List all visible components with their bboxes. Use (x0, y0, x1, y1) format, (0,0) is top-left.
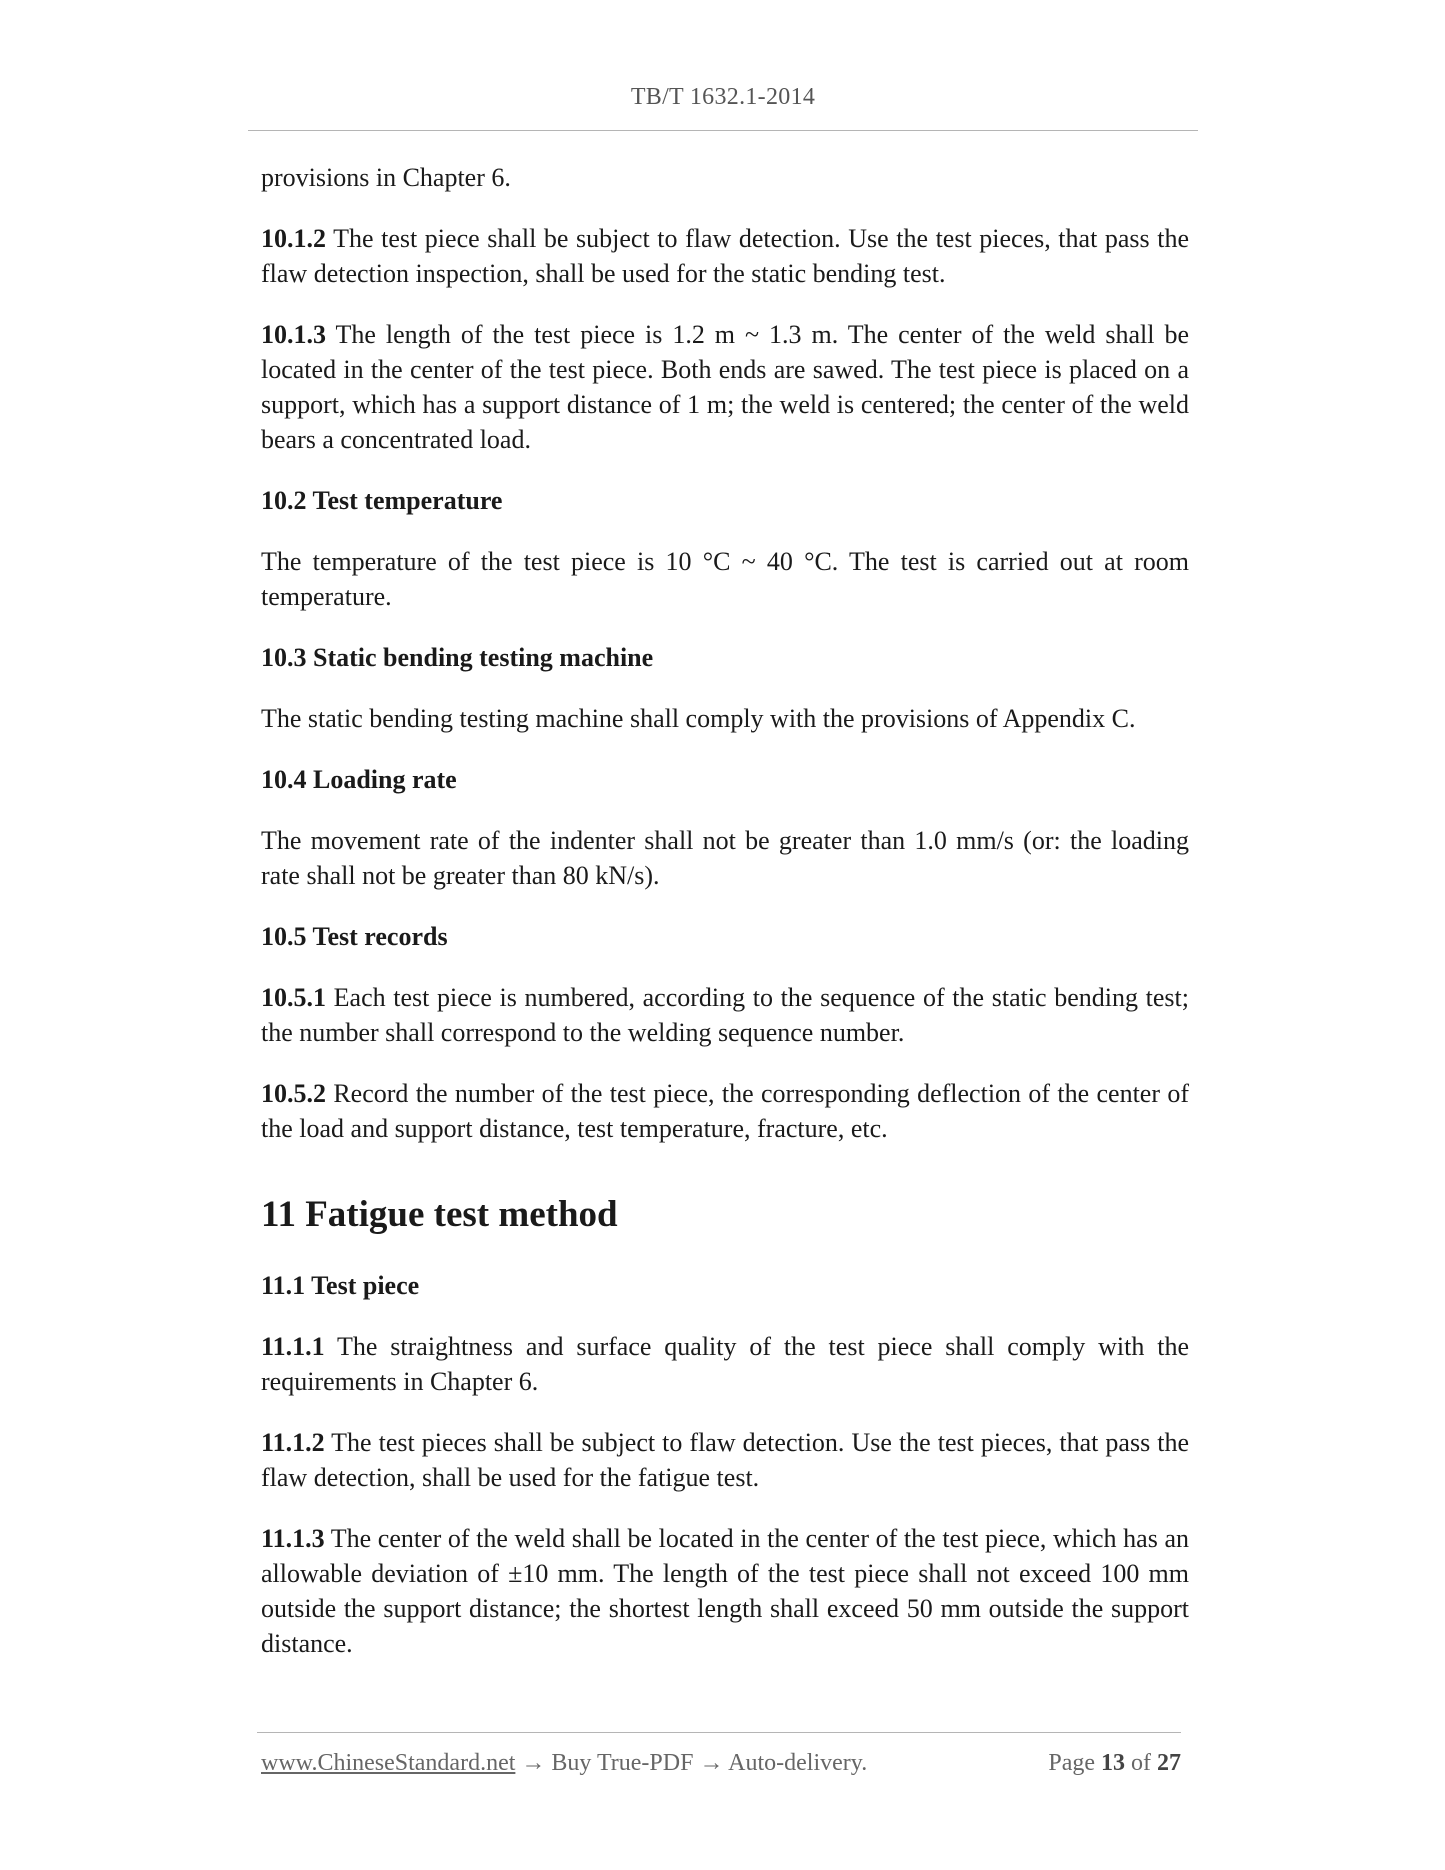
buy-pdf-text: Buy True-PDF (551, 1750, 694, 1776)
clause-text: The test pieces shall be subject to flaw detection. Use the test pieces, that pass the flaw detection, shall be used for the fatigue test. (261, 1428, 1189, 1492)
clause-number: 10.5.1 (261, 983, 326, 1012)
clause-text: The straightness and surface quality of the test piece shall comply with the requirements in Chapter 6. (261, 1332, 1189, 1396)
document-body (261, 160, 1189, 1687)
heading-10-4: 10.4 Loading rate (261, 765, 457, 794)
paragraph-10-2: The temperature of the test piece is 10 °C ~ 40 °C. The test is carried out at room temperature. (261, 547, 1189, 611)
clause-11-1-2 (261, 1425, 1189, 1495)
clause-10-5-1 (261, 980, 1189, 1050)
clause-10-5-2 (261, 1076, 1189, 1146)
website-link[interactable]: www.ChineseStandard.net (261, 1750, 516, 1776)
footer-divider (257, 1732, 1181, 1733)
clause-10-1-2 (261, 221, 1189, 291)
heading-10-3: 10.3 Static bending testing machine (261, 643, 654, 672)
clause-11-1-1 (261, 1329, 1189, 1399)
of-label: of (1131, 1750, 1151, 1776)
clause-number: 10.5.2 (261, 1079, 326, 1108)
clause-number: 11.1.3 (261, 1524, 325, 1553)
arrow-icon: → (693, 1750, 729, 1776)
paragraph-10-4: The movement rate of the indenter shall not be greater than 1.0 mm/s (or: the loading rate shall not be greater than 80 kN/s). (261, 826, 1189, 890)
total-pages: 27 (1157, 1750, 1181, 1776)
clause-number: 10.1.2 (261, 224, 326, 253)
current-page: 13 (1101, 1750, 1125, 1776)
paragraph-continuation: provisions in Chapter 6. (261, 163, 511, 192)
header-divider (248, 130, 1198, 131)
heading-10-2: 10.2 Test temperature (261, 486, 503, 515)
footer-promo (261, 1750, 867, 1777)
auto-delivery-text: Auto-delivery. (728, 1750, 868, 1776)
clause-text: Record the number of the test piece, the corresponding deflection of the center of the load and support distance, test temperature, fracture, etc. (261, 1079, 1189, 1143)
clause-number: 11.1.2 (261, 1428, 325, 1457)
arrow-icon: → (515, 1750, 552, 1776)
chapter-heading-11: 11 Fatigue test method (261, 1194, 618, 1235)
heading-11-1: 11.1 Test piece (261, 1271, 420, 1300)
clause-text: Each test piece is numbered, according to the sequence of the static bending test; the number shall correspond to the welding sequence number. (261, 983, 1189, 1047)
page-number (1048, 1750, 1181, 1777)
heading-10-5: 10.5 Test records (261, 922, 448, 951)
clause-text: The center of the weld shall be located in the center of the test piece, which has an allowable deviation of ±10 mm. The length of the test piece shall not exceed 100 mm outside the support distance; the shortest length shall exceed 50 mm outside the support distance. (261, 1524, 1189, 1658)
clause-10-1-3 (261, 317, 1189, 457)
clause-number: 11.1.1 (261, 1332, 325, 1361)
clause-text: The length of the test piece is 1.2 m ~ 1.3 m. The center of the weld shall be located in the center of the test piece. Both ends are sawed. The test piece is placed on a support, which has a support distance of 1 m; the weld is centered; the center of the weld bears a concentrated load. (261, 320, 1189, 454)
paragraph-10-3: The static bending testing machine shall comply with the provisions of Appendix C. (261, 704, 1136, 733)
page-label: Page (1048, 1750, 1095, 1776)
clause-11-1-3 (261, 1521, 1189, 1661)
page-header: TB/T 1632.1-2014 (630, 84, 816, 110)
clause-text: The test piece shall be subject to flaw detection. Use the test pieces, that pass the flaw detection inspection, shall be used for the static bending test. (261, 224, 1189, 288)
clause-number: 10.1.3 (261, 320, 326, 349)
